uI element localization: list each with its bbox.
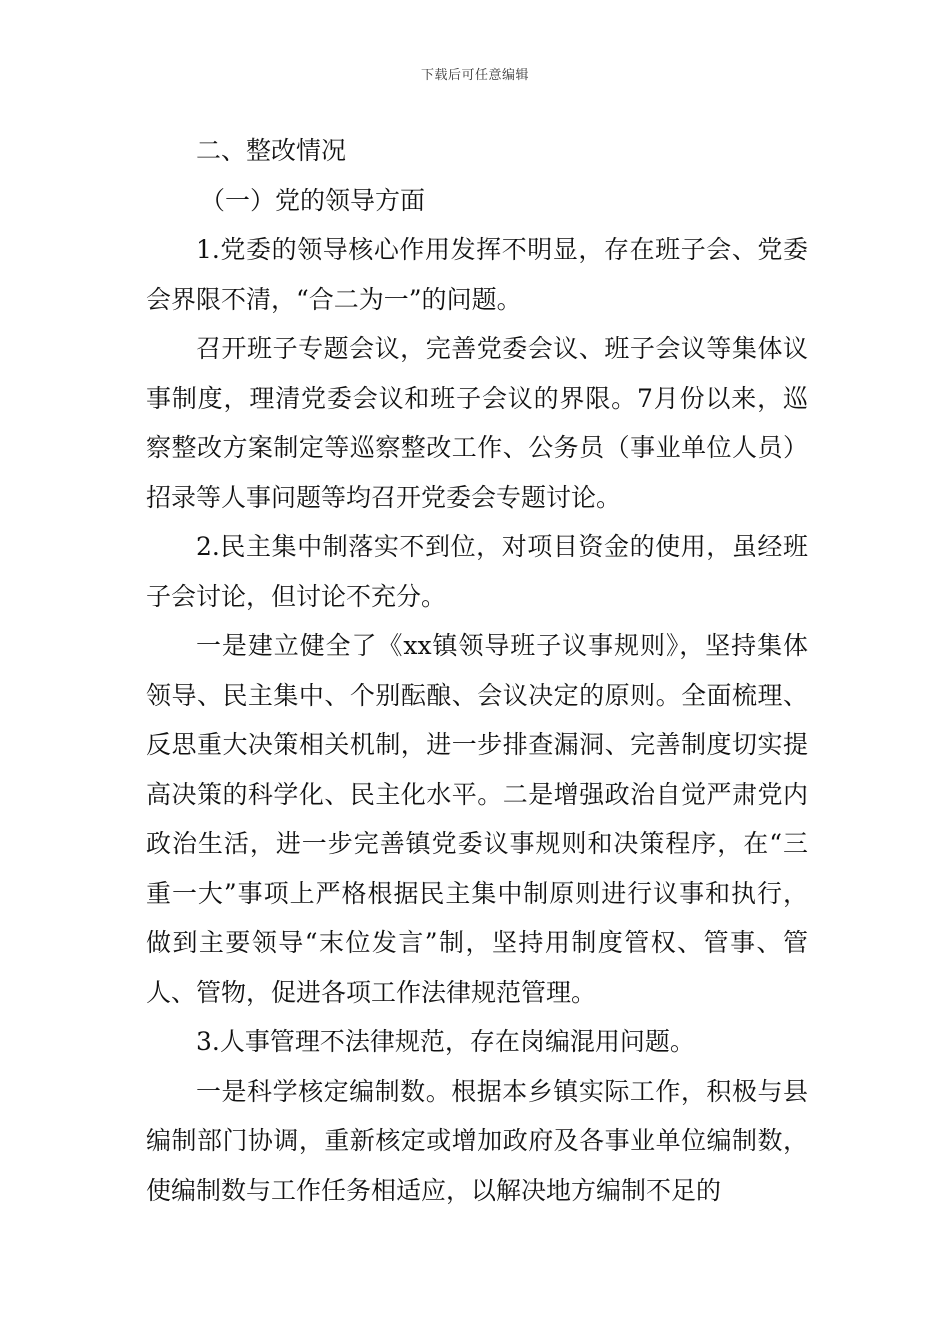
page-header-note: 下载后可任意编辑 bbox=[420, 68, 529, 83]
paragraph-measure-2: 一是建立健全了《xx镇领导班子议事规则》，坚持集体领导、民主集中、个别酝酿、会议决定的原则。全面梳理、反思重大决策相关机制，进一步排查漏洞、完善制度切实提高决策的科学化、民主化水平。二是增强政治自觉严肃党内政治生活，进一步完善镇党委议事规则和决策程序，在“三重一大”事项上严格根据民主集中制原则进行议事和执行，做到主要领导“末位发言”制，坚持用制度管权、管事、管人、管物，促进各项工作法律规范管理。 bbox=[146, 631, 808, 1007]
paragraph-measure-3: 一是科学核定编制数。根据本乡镇实际工作，积极与县编制部门协调，重新核定或增加政府及各事业单位编制数，使编制数与工作任务相适应，以解决地方编制不足的 bbox=[146, 1076, 808, 1205]
document-body bbox=[146, 126, 808, 1215]
paragraph-measure-1: 召开班子专题会议，完善党委会议、班子会议等集体议事制度，理清党委会议和班子会议的界限。7月份以来，巡察整改方案制定等巡察整改工作、公务员（事业单位人员）招录等人事问题等均召开党委会专题讨论。 bbox=[146, 334, 808, 512]
subsection-heading: （一）党的领导方面 bbox=[200, 185, 426, 215]
paragraph-issue-2: 2.民主集中制落实不到位，对项目资金的使用，虽经班子会讨论，但讨论不充分。 bbox=[146, 532, 808, 611]
paragraph-issue-1: 1.党委的领导核心作用发挥不明显，存在班子会、党委会界限不清，“合二为一”的问题。 bbox=[146, 235, 808, 314]
section-heading: 二、整改情况 bbox=[196, 136, 347, 165]
paragraph-issue-3: 3.人事管理不法律规范，存在岗编混用问题。 bbox=[196, 1027, 695, 1056]
